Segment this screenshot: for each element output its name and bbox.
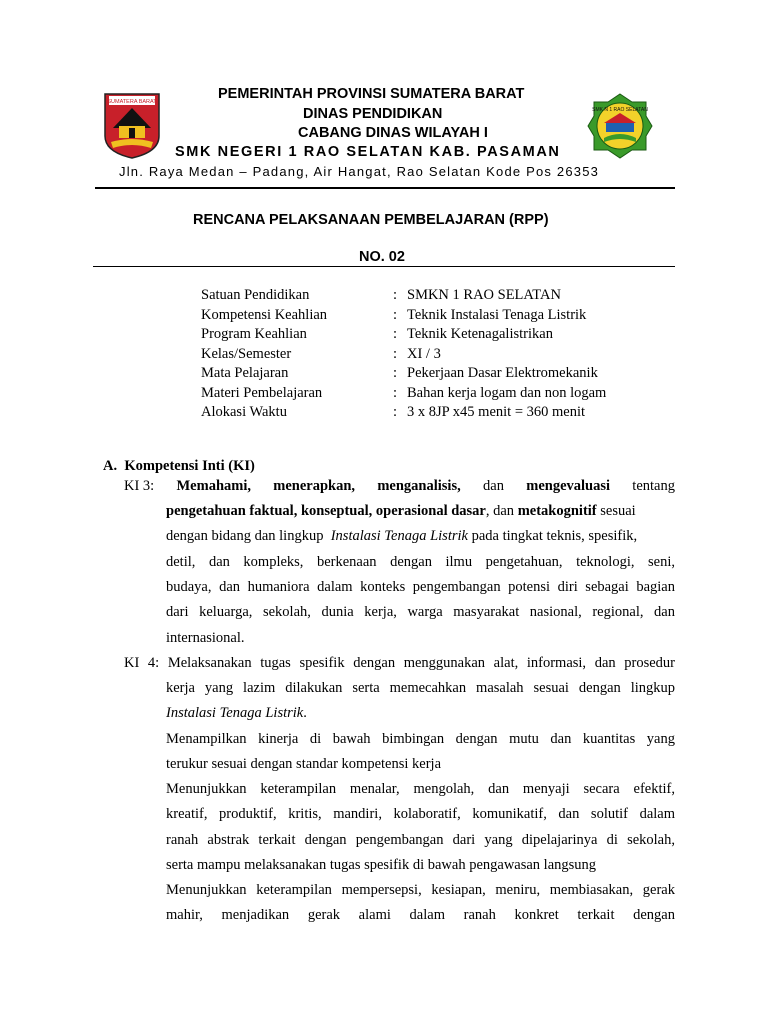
ki3-word: Memahami, [176, 478, 251, 494]
ki3-line [166, 524, 637, 549]
ki4-line: kerja yang lazim dilakukan serta memecahkan masalah sesuai dengan lingkup [166, 680, 675, 696]
ki4-line: mahir, menjadikan gerak alami dalam ranah konkret terkait dengan [166, 907, 675, 923]
identity-colon: : [393, 345, 398, 362]
title-divider [93, 266, 675, 267]
ki3-text: pada tingkat teknis, spesifik, [467, 528, 638, 544]
section-a-heading: A. Kompetensi Inti (KI) [103, 458, 255, 474]
ki3-line: dari keluarga, sekolah, dunia kerja, warga masyarakat nasional, regional, dan [166, 604, 675, 620]
identity-row [0, 346, 768, 366]
ki3-word: menganalisis, [377, 478, 461, 494]
smkn-1-rao-selatan-logo [586, 92, 654, 160]
identity-value: Teknik Instalasi Tenaga Listrik [407, 306, 587, 323]
identity-row [0, 365, 768, 385]
ki4-line [166, 701, 307, 726]
identity-label: Alokasi Waktu [201, 404, 287, 420]
ki4-line: Menunjukkan keterampilan menalar, mengolah, dan menyaji secara efektif, [166, 781, 675, 797]
letterhead-line-3: CABANG DINAS WILAYAH I [298, 125, 488, 141]
document-number: NO. 02 [359, 249, 405, 265]
left-logo-text: SUMATERA BARAT [107, 99, 157, 105]
identity-label: Materi Pembelajaran [201, 384, 323, 401]
letterhead-address: Jln. Raya Medan – Padang, Air Hangat, Rao Selatan Kode Pos 26353 [119, 164, 600, 179]
ki3-word: mengevaluasi [526, 478, 611, 494]
ki3-line [166, 499, 675, 524]
letterhead-line-2: DINAS PENDIDIKAN [303, 106, 443, 122]
identity-row [0, 307, 768, 327]
ki3-line: detil, dan kompleks, berkenaan dengan ilmu pengetahuan, teknologi, seni, [166, 554, 675, 570]
document-title: RENCANA PELAKSANAAN PEMBELAJARAN (RPP) [193, 212, 549, 228]
ki3-italic-text: Instalasi Tenaga Listrik [330, 528, 468, 544]
identity-colon: : [393, 384, 398, 401]
identity-label: Kompetensi Keahlian [201, 306, 328, 323]
ki4-line: ranah abstrak terkait dengan pengembangan dari yang dipelajarinya di sekolah, [166, 832, 675, 848]
identity-colon: : [393, 287, 398, 303]
identity-value: Bahan kerja logam dan non logam [407, 384, 607, 401]
ki4-line: Menunjukkan keterampilan mempersepsi, kesiapan, meniru, membiasakan, gerak [166, 882, 675, 898]
identity-value: Pekerjaan Dasar Elektromekanik [407, 365, 598, 381]
identity-table [0, 287, 768, 424]
ki3-bold-text: metakognitif [517, 503, 597, 519]
ki4-italic-text: Instalasi Tenaga Listrik [166, 705, 304, 721]
identity-row [0, 385, 768, 405]
identity-label: Program Keahlian [201, 326, 307, 342]
letterhead-divider [95, 187, 675, 189]
ki3-text: , dan [485, 503, 518, 519]
ki4-text: . [303, 705, 307, 721]
right-logo-text: SMK N 1 RAO SELATAN [592, 107, 648, 113]
identity-colon: : [393, 365, 398, 381]
identity-label: Kelas/Semester [201, 345, 292, 362]
identity-colon: : [393, 306, 398, 323]
ki3-word: menerapkan, [273, 478, 356, 494]
ki3-line: internasional. [166, 630, 245, 646]
ki3-bold-text: pengetahuan faktual, konseptual, operasional dasar [166, 503, 486, 519]
ki4-line: kreatif, produktif, kritis, mandiri, kolaboratif, komunikatif, dan solutif dalam [166, 806, 675, 822]
ki3-label: KI 3: [124, 478, 155, 494]
identity-row [0, 287, 768, 307]
identity-value: Teknik Ketenagalistrikan [407, 326, 553, 342]
letterhead-line-4: SMK NEGERI 1 RAO SELATAN KAB. PASAMAN [175, 144, 561, 160]
ki4-line: KI 4: Melaksanakan tugas spesifik dengan menggunakan alat, informasi, dan prosedur [124, 655, 675, 671]
identity-value: XI / 3 [407, 345, 441, 362]
ki3-word: tentang [632, 478, 675, 494]
letterhead-line-1: PEMERINTAH PROVINSI SUMATERA BARAT [218, 86, 525, 102]
identity-value: 3 x 8JP x45 menit = 360 menit [407, 404, 586, 420]
identity-label: Mata Pelajaran [201, 365, 289, 381]
identity-label: Satuan Pendidikan [201, 287, 310, 303]
ki3-word: dan [483, 478, 504, 494]
ki4-line: terukur sesuai dengan standar kompetensi kerja [166, 756, 442, 772]
ki3-line: budaya, dan humaniora dalam konteks pengembangan potensi diri sebagai bagian [166, 579, 675, 595]
sumatera-barat-logo [103, 92, 161, 160]
identity-row [0, 404, 768, 424]
ki3-line [124, 474, 675, 499]
identity-value: SMKN 1 RAO SELATAN [407, 287, 561, 303]
ki3-text: sesuai [596, 503, 636, 519]
identity-colon: : [393, 404, 398, 420]
identity-colon: : [393, 326, 398, 342]
ki4-line: serta mampu melaksanakan tugas spesifik di bawah pengawasan langsung [166, 857, 597, 873]
ki3-text: dengan bidang dan lingkup [166, 528, 331, 544]
identity-row [0, 326, 768, 346]
ki4-line: Menampilkan kinerja di bawah bimbingan dengan mutu dan kuantitas yang [166, 731, 675, 747]
